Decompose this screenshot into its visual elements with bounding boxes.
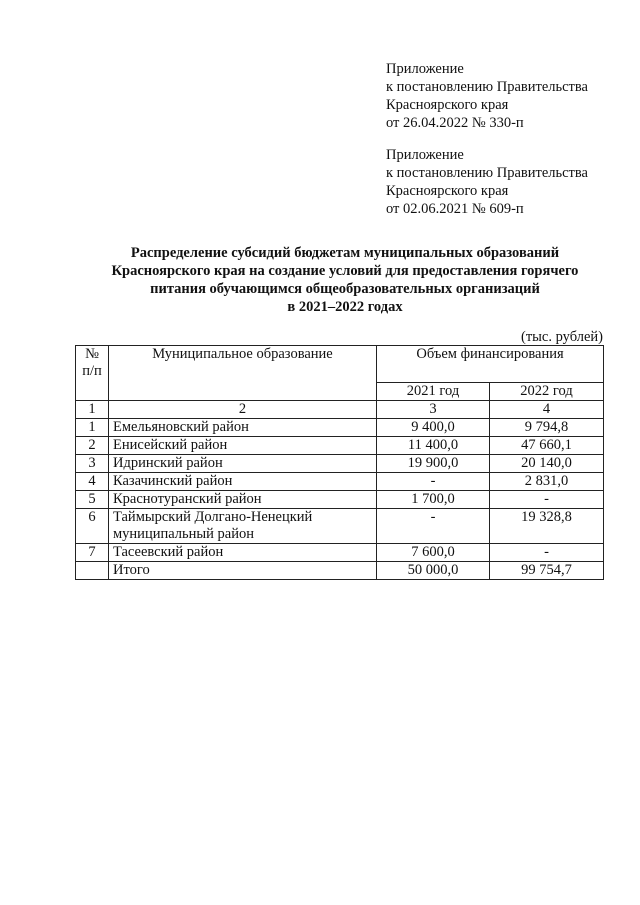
total-value-2022: 99 754,7 — [490, 562, 604, 580]
table-row — [76, 544, 604, 562]
appendix-original-block — [386, 146, 626, 218]
row-value-2021: 11 400,0 — [377, 437, 490, 455]
title-line: Распределение субсидий бюджетам муниципальных образований — [130, 245, 560, 261]
row-municipality: Идринский район — [109, 455, 377, 473]
row-number: 2 — [76, 437, 109, 455]
row-value-2022: 19 328,8 — [490, 509, 604, 544]
row-municipality: Казачинский район — [109, 473, 377, 491]
row-municipality-line: муниципальный район — [113, 526, 254, 542]
row-number: 1 — [76, 419, 109, 437]
row-municipality: Краснотуранский район — [109, 491, 377, 509]
appendix-current-line: Красноярского края — [386, 97, 509, 113]
appendix-current-line: Приложение — [386, 61, 464, 77]
table-row — [76, 437, 604, 455]
header-year-2022: 2022 год — [490, 383, 604, 401]
row-number: 7 — [76, 544, 109, 562]
column-index: 2 — [109, 401, 377, 419]
total-row — [76, 562, 604, 580]
appendix-original-line: от 02.06.2021 № 609-п — [386, 201, 524, 217]
title-line: Красноярского края на создание условий для предоставления горячего — [111, 263, 579, 279]
title-line: питания обучающимся общеобразовательных организаций — [150, 281, 540, 297]
row-municipality — [109, 509, 377, 544]
table-body — [76, 401, 604, 580]
column-index: 3 — [377, 401, 490, 419]
row-value-2022: - — [490, 544, 604, 562]
column-index-row — [76, 401, 604, 419]
row-number: 5 — [76, 491, 109, 509]
appendix-original-line: Красноярского края — [386, 183, 509, 199]
unit-label: (тыс. рублей) — [521, 329, 603, 345]
table-row — [76, 419, 604, 437]
table-header-row — [76, 346, 604, 383]
row-value-2021: 7 600,0 — [377, 544, 490, 562]
row-value-2022: 9 794,8 — [490, 419, 604, 437]
row-value-2022: - — [490, 491, 604, 509]
table-row — [76, 455, 604, 473]
row-value-2021: 9 400,0 — [377, 419, 490, 437]
row-municipality: Енисейский район — [109, 437, 377, 455]
header-num: № п/п — [76, 346, 109, 401]
table-row — [76, 491, 604, 509]
row-number: 6 — [76, 509, 109, 544]
row-municipality-line: Таймырский Долгано-Ненецкий — [113, 509, 313, 525]
header-year-2021: 2021 год — [377, 383, 490, 401]
row-value-2022: 2 831,0 — [490, 473, 604, 491]
appendix-current-block — [386, 60, 626, 132]
appendix-original-line: к постановлению Правительства — [386, 165, 588, 181]
column-index: 1 — [76, 401, 109, 419]
appendix-current-line: от 26.04.2022 № 330-п — [386, 115, 524, 131]
row-value-2021: - — [377, 509, 490, 544]
document-title — [60, 244, 630, 316]
total-label: Итого — [109, 562, 377, 580]
table-row — [76, 509, 604, 544]
header-funding: Объем финансирования — [377, 346, 604, 383]
subsidy-table — [75, 345, 604, 580]
appendix-original-line: Приложение — [386, 147, 464, 163]
row-value-2022: 20 140,0 — [490, 455, 604, 473]
row-number: 3 — [76, 455, 109, 473]
row-value-2021: 19 900,0 — [377, 455, 490, 473]
title-line: в 2021–2022 годах — [287, 299, 403, 315]
appendix-current-line: к постановлению Правительства — [386, 79, 588, 95]
row-value-2021: - — [377, 473, 490, 491]
column-index: 4 — [490, 401, 604, 419]
row-value-2022: 47 660,1 — [490, 437, 604, 455]
total-value-2021: 50 000,0 — [377, 562, 490, 580]
table-row — [76, 473, 604, 491]
row-municipality: Тасеевский район — [109, 544, 377, 562]
row-value-2021: 1 700,0 — [377, 491, 490, 509]
total-number — [76, 562, 109, 580]
row-municipality: Емельяновский район — [109, 419, 377, 437]
row-number: 4 — [76, 473, 109, 491]
header-municipality: Муниципальное образование — [109, 346, 377, 401]
